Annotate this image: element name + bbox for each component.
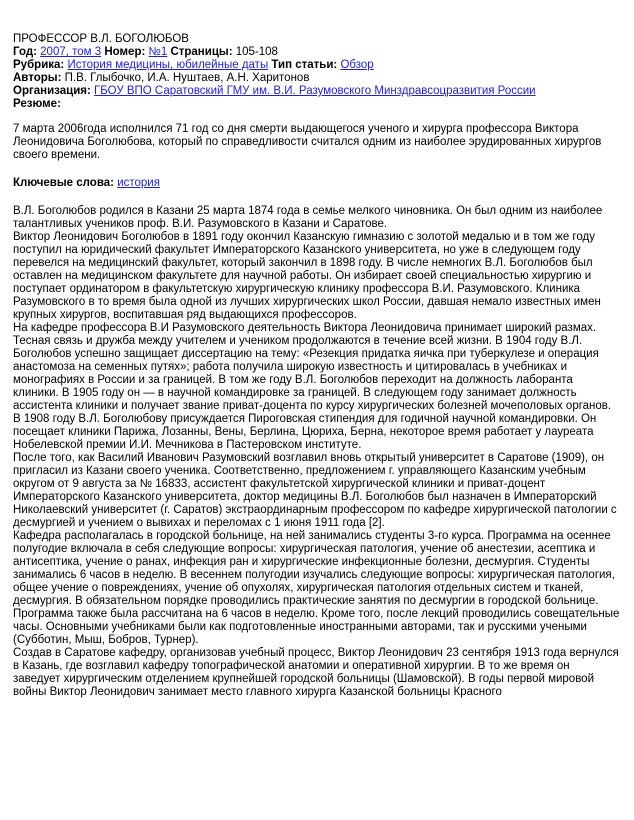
number-link[interactable]: №1 — [148, 46, 168, 58]
authors-value: П.В. Глыбочко, И.А. Нуштаев, А.Н. Харитонов — [64, 72, 310, 84]
year-link[interactable]: 2007, том 3 — [40, 46, 102, 58]
article-type-link[interactable]: Обзор — [340, 59, 374, 71]
summary-text: 7 марта 2006года исполнился 71 год со дня смерти выдающегося ученого и хирурга профессора Виктора Леонидовича Боголюбова, который по справедливости считался одним из наиболее эрудированных хирургов своего времени. — [13, 123, 602, 161]
pages-value: 105-108 — [235, 46, 278, 58]
summary-label: Резюме: — [13, 98, 61, 110]
article-type-label: Тип статьи: — [271, 59, 338, 71]
keywords-link[interactable]: история — [117, 177, 160, 189]
meta-line-rubric-type — [13, 59, 620, 72]
keywords-line — [13, 177, 620, 190]
meta-line-year-number-pages — [13, 46, 620, 59]
authors-label: Авторы: — [13, 72, 62, 84]
body-paragraph: Кафедра располагалась в городской больнице, на ней занимались студенты 3-го курса. Программа на осеннее полугодие включала в себя следующие вопросы: хирургическая патология, учение об анестезии, асептика и антисептика, учение о ранах, инфекция ран и хирургические инфекционные болезни, десмургия. Студенты занимались 6 часов в неделю. В весеннем полугодии изучались следующие вопросы: хирургическая патология, общее учение о повреждениях, учение об опухолях, хирургическая патология отдельных систем и тканей, десмургия. В обязательном порядке проводились практические занятия по десмургии в городской больнице. Программа также была рассчитана на 6 часов в неделю. Кроме того, после лекций проводились совещательные часы. Основными учебниками были как подготовленные иностранными авторами, так и русскими учеными (Субботин, Мыш, Бобров, Турнер). — [13, 530, 620, 646]
body-paragraph: На кафедре профессора В.И Разумовского деятельность Виктора Леонидовича принимает широкий размах. Тесная связь и дружба между учителем и учеником продолжаются в течение всей жизни. В 1904 году В.Л. Боголюбов успешно защищает диссертацию на тему: «Резекция придатка яичка при туберкулезе и операция анастомоза на семенных путях»; работа получила широкую известность и цитировалась в учебниках и монографиях в России и за границей. В том же году В.Л. Боголюбов переходит на должность лаборанта клиники. В 1905 году он — в научной командировке за границей. В следующем году занимает должность ассистента клиники и получает звание приват-доцента по курсу хирургических болезней мочеполовых органов. В 1908 году В.Л. Боголюбову присуждается Пироговская стипендия для годичной научной командировки. Он посещает клиники Парижа, Лозанны, Вены, Берлина, Цюриха, Берна, некоторое время работает у лауреата Нобелевской премии И.И. Мечникова в Пастеровском институте. — [13, 322, 612, 451]
keywords-label: Ключевые слова: — [13, 177, 114, 189]
page-title: ПРОФЕССОР В.Л. БОГОЛЮБОВ — [13, 33, 189, 45]
year-label: Год: — [13, 46, 37, 58]
rubric-label: Рубрика: — [13, 59, 65, 71]
body-paragraph: После того, как Василий Иванович Разумовский возглавил вновь открытый университет в Саратове (1909), он пригласил из Казани своего ученика. Соответственно, предложением г. управляющего Казанским учебным округом от 9 августа за № 16833, ассистент факультетской хирургической клиники и приват-доцент Императорского Казанского университета, доктор медицины В.Л. Боголюбов был назначен в Императорский Николаевский университет (г. Саратов) экстраординарным профессором по кафедре хирургической патологии с десмургией и учением о вывихах и переломах с 1 июня 1911 года [2]. — [13, 452, 617, 529]
number-label: Номер: — [104, 46, 146, 58]
body-paragraph: В.Л. Боголюбов родился в Казани 25 марта 1874 года в семье мелкого чиновника. Он был одним из наиболее талантливых учеников проф. В.И. Разумовского в Казани и Саратове. — [13, 205, 603, 230]
organization-label: Организация: — [13, 85, 91, 97]
meta-line-organization — [13, 85, 620, 98]
body-paragraph: Виктор Леонидович Боголюбов в 1891 году окончил Казанскую гимназию с золотой медалью и в том же году поступил на юридический факультет Императорского Казанского университета, но уже в следующем году перевелся на медицинский факультет, который закончил в 1898 году. В числе немногих В.Л. Боголюбов был оставлен на медицинском факультете для научной работы. Он избирает своей специальностью хирургию и поступает ординатором в факультетскую хирургическую клинику профессора В.И. Разумовского. Клиника Разумовского в то время была одной из лучших хирургических школ России, давшая немало известных имен крупных хирургов, воспитавшая ряд выдающихся профессоров. — [13, 231, 601, 321]
summary-heading — [13, 98, 620, 111]
body-paragraph: Создав в Саратове кафедру, организовав учебный процесс, Виктор Леонидович 23 сентября 1913 года вернулся в Казань, где возглавил кафедру топографической анатомии и оперативной хирургии. В то же время он заведует хирургическим отделением крупнейшей городской больницы (Шамовской). В годы первой мировой войны Виктор Леонидович занимает место главного хирурга Казанской больницы Красного — [13, 647, 619, 698]
rubric-link[interactable]: История медицины, юбилейные даты — [67, 59, 269, 71]
meta-line-authors — [13, 72, 620, 85]
organization-link[interactable]: ГБОУ ВПО Саратовский ГМУ им. В.И. Разумовского Минздравсоцразвития России — [94, 85, 536, 97]
article-body — [13, 205, 620, 699]
pages-label: Страницы: — [170, 46, 233, 58]
